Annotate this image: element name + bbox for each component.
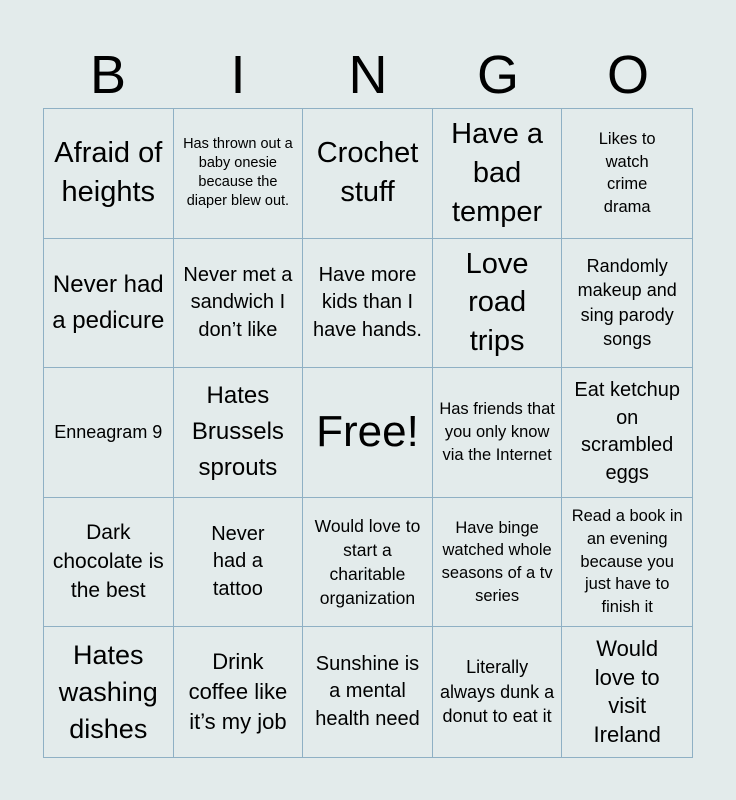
bingo-cell-text: Drink coffee like it’s my job (188, 648, 288, 735)
bingo-cell-text: Love road trips (465, 247, 529, 358)
bingo-cell-text: Never had a tattoo (211, 522, 265, 600)
bingo-cell-g1[interactable] (433, 109, 563, 239)
header-letter-i: I (230, 45, 246, 105)
bingo-cell-text: Have a bad temper (451, 118, 544, 228)
bingo-cell-g2[interactable] (433, 239, 563, 369)
bingo-cell-n4[interactable] (303, 498, 433, 628)
bingo-cell-b2[interactable] (44, 239, 174, 369)
bingo-cell-i1[interactable] (174, 109, 304, 239)
bingo-cell-text: Have binge watched whole seasons of a tv series (441, 518, 553, 605)
bingo-cell-g5[interactable] (433, 627, 563, 757)
bingo-cell-text: Read a book in an evening because you just have to finish it (571, 507, 683, 617)
bingo-cell-b3[interactable] (44, 368, 174, 498)
bingo-cell-i4[interactable] (174, 498, 304, 628)
bingo-cell-i5[interactable] (174, 627, 304, 757)
bingo-cell-text: Likes to watch crime drama (598, 129, 656, 217)
bingo-cell-g4[interactable] (433, 498, 563, 628)
bingo-cell-text: Enneagram 9 (54, 422, 163, 443)
bingo-cell-i2[interactable] (174, 239, 304, 369)
bingo-cell-n5[interactable] (303, 627, 433, 757)
bingo-cell-n3-free[interactable] (303, 368, 433, 498)
bingo-cell-text: Has thrown out a baby onesie because the diaper blew out. (183, 136, 293, 210)
bingo-cell-i3[interactable] (174, 368, 304, 498)
bingo-cell-text: Hates Brussels sprouts (191, 382, 284, 482)
bingo-cell-text: Hates washing dishes (58, 639, 158, 744)
header-letter-g: G (476, 45, 519, 105)
bingo-cell-n2[interactable] (303, 239, 433, 369)
bingo-cell-g3[interactable] (433, 368, 563, 498)
bingo-cell-text: Sunshine is a mental health need (315, 652, 420, 730)
bingo-cell-text: Has friends that you only know via the Internet (439, 400, 555, 464)
free-space-label: Free! (316, 407, 419, 457)
header-letter-n: N (348, 45, 388, 105)
header-letter-o: O (606, 45, 649, 105)
bingo-cell-text: Would love to visit Ireland (593, 636, 661, 747)
bingo-cell-text: Randomly makeup and sing parody songs (577, 255, 677, 350)
bingo-header (43, 40, 693, 108)
bingo-cell-o5[interactable] (562, 627, 692, 757)
bingo-cell-n1[interactable] (303, 109, 433, 239)
bingo-cell-text: Literally always dunk a donut to eat it (440, 657, 555, 727)
bingo-cell-text: Eat ketchup on scrambled eggs (574, 379, 680, 485)
bingo-cell-o2[interactable] (562, 239, 692, 369)
bingo-cell-o3[interactable] (562, 368, 692, 498)
bingo-cell-o4[interactable] (562, 498, 692, 628)
bingo-cell-text: Would love to start a charitable organization (314, 515, 421, 609)
bingo-cell-b4[interactable] (44, 498, 174, 628)
bingo-cell-text: Never met a sandwich I don’t like (183, 263, 293, 341)
header-letter-b: B (89, 45, 127, 105)
bingo-cell-text: Crochet stuff (316, 137, 419, 209)
bingo-cell-text: Have more kids than I have hands. (312, 263, 422, 341)
bingo-cell-b1[interactable] (44, 109, 174, 239)
bingo-cell-text: Dark chocolate is the best (52, 520, 164, 602)
bingo-cell-text: Never had a pedicure (52, 270, 165, 334)
bingo-cell-b5[interactable] (44, 627, 174, 757)
bingo-cell-text: Afraid of heights (54, 137, 163, 209)
bingo-board (43, 108, 693, 758)
bingo-cell-o1[interactable] (562, 109, 692, 239)
